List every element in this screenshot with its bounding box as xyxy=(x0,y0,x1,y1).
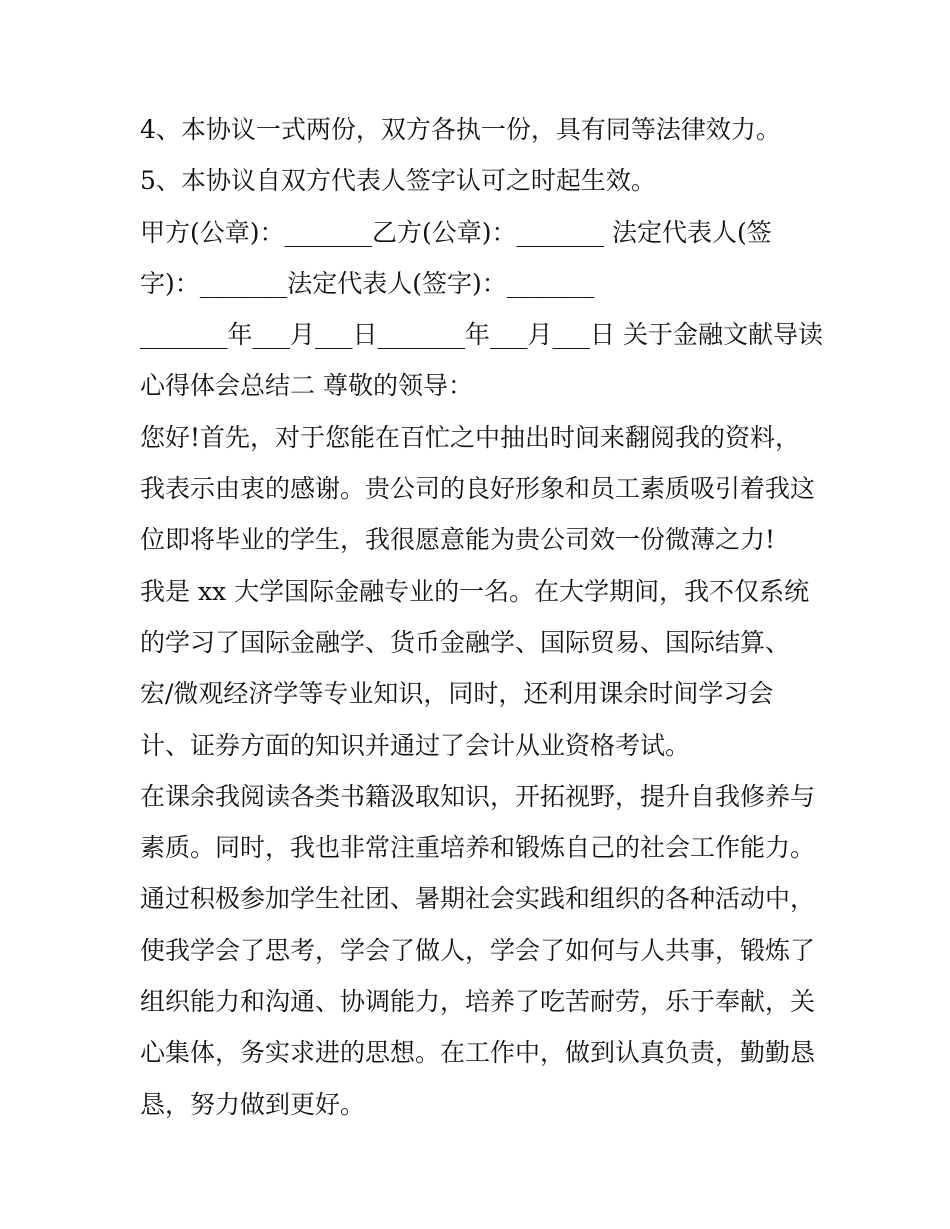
text-line: 计、证券方面的知识并通过了会计从业资格考试。 xyxy=(140,730,691,760)
text-line: _______年___月___日_______年___月___日 关于金融文献导读 xyxy=(140,320,823,350)
text-line: 您好!首先，对于您能在百忙之中抽出时间来翻阅我的资料， xyxy=(140,422,801,452)
text-line: 恳，努力做到更好。 xyxy=(140,1089,366,1119)
text-line: 在课余我阅读各类书籍汲取知识，开拓视野，提升自我修养与 xyxy=(140,781,816,811)
text-line: 组织能力和沟通、协调能力，培养了吃苦耐劳，乐于奉献，关 xyxy=(140,987,816,1017)
text-line: 5、本协议自双方代表人签字认可之时起生效。 xyxy=(140,166,656,196)
document-body xyxy=(140,104,830,1130)
text-line: 4、本协议一式两份，双方各执一份，具有同等法律效力。 xyxy=(140,115,781,144)
text-line: 位即将毕业的学生，我很愿意能为贵公司效一份微薄之力! xyxy=(140,525,776,555)
text-line: 字)：_______法定代表人(签字)：_______ xyxy=(140,268,595,298)
text-line: 的学习了国际金融学、货币金融学、国际贸易、国际结算、 xyxy=(140,627,791,657)
text-line: 使我学会了思考，学会了做人，学会了如何与人共事，锻炼了 xyxy=(140,935,816,965)
text-line: 心得体会总结二 尊敬的领导： xyxy=(140,371,473,401)
text-line: 甲方(公章)：_______乙方(公章)：_______ 法定代表人(签 xyxy=(140,217,772,247)
text-line: 素质。同时，我也非常注重培养和锻炼自己的社会工作能力。 xyxy=(140,833,816,863)
text-line: 心集体，务实求进的思想。在工作中，做到认真负责，勤勤恳 xyxy=(140,1038,816,1068)
text-line: 通过积极参加学生社团、暑期社会实践和组织的各种活动中， xyxy=(140,884,816,914)
text-line: 我表示由衷的感谢。贵公司的良好形象和员工素质吸引着我这 xyxy=(140,474,816,504)
text-line: 宏/微观经济学等专业知识，同时，还利用课余时间学习会 xyxy=(140,679,774,709)
text-line: 我是 xx 大学国际金融专业的一名。在大学期间，我不仅系统 xyxy=(140,576,810,606)
